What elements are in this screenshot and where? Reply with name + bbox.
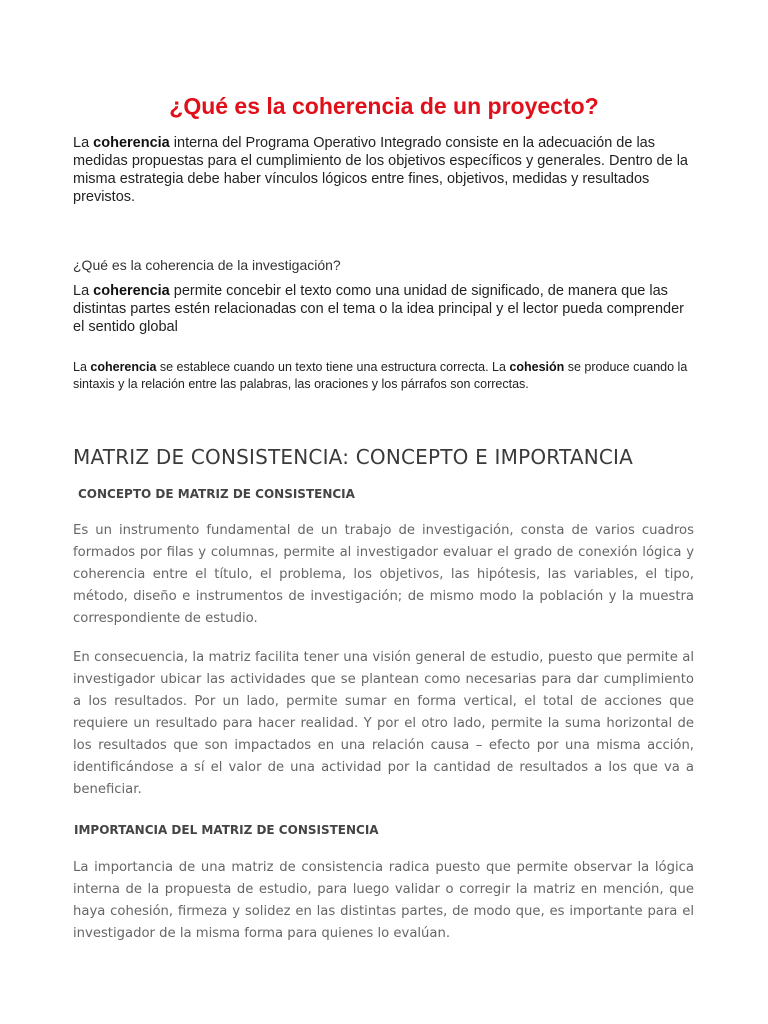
cohesion-bold-1: coherencia (90, 360, 157, 374)
concept-heading: CONCEPTO DE MATRIZ DE CONSISTENCIA (78, 487, 355, 501)
intro-bold: coherencia (93, 135, 170, 151)
importance-paragraph: La importancia de una matriz de consistencia radica puesto que permite observar la lógica interna de la propuesta de estudio, para luego validar o corregir la matriz en mención, que haya cohesión, firmeza y solidez en las distintas partes, de modo que, es importante para el investigador de la misma forma para quienes lo evalúan. (73, 860, 694, 941)
intro-paragraph (73, 134, 698, 206)
intro-rest: interna del Programa Operativo Integrado consiste en la adecuación de las medidas propuestas para el cumplimiento de los objetivos específicos y generales. Dentro de la misma estrategia debe haber vínculos lógicos entre fines, objetivos, medidas y resultados previstos. (73, 135, 688, 205)
concept-paragraph-2: En consecuencia, la matriz facilita tener una visión general de estudio, puesto que permite al investigador ubicar las actividades que se plantean como necesarias para dar cumplimiento a los resultados. Por un lado, permite sumar en forma vertical, el total de acciones que requiere un resultado para hacer realidad. Y por el otro lado, permite la suma horizontal de los resultados que son impactados en una relación causa – efecto por una misma acción, identificándose a sí el valor de una actividad por la cantidad de resultados a los que va a beneficiar. (73, 650, 694, 797)
intro-pre: La (73, 135, 94, 151)
question-line: ¿Qué es la coherencia de la investigación? (73, 257, 341, 273)
page-title: ¿Qué es la coherencia de un proyecto? (169, 93, 599, 119)
cohesion-pre: La (73, 360, 91, 374)
cohesion-mid: se establece cuando un texto tiene una estructura correcta. La (156, 360, 510, 374)
cohesion-bold-2: cohesión (509, 360, 565, 374)
answer-rest: permite concebir el texto como una unidad de significado, de manera que las distintas partes estén relacionadas con el tema o la idea principal y el lector pueda comprender el sentido global (73, 283, 684, 335)
cohesion-paragraph (73, 359, 698, 393)
answer-paragraph (73, 282, 698, 336)
section-title: MATRIZ DE CONSISTENCIA: CONCEPTO E IMPORTANCIA (73, 445, 634, 469)
importance-heading: IMPORTANCIA DEL MATRIZ DE CONSISTENCIA (74, 823, 379, 837)
cohesion-rest: se produce cuando la sintaxis y la relación entre las palabras, las oraciones y los párrafos son correctas. (73, 360, 688, 391)
answer-bold: coherencia (93, 283, 170, 299)
answer-pre: La (73, 283, 94, 299)
concept-paragraph-1: Es un instrumento fundamental de un trabajo de investigación, consta de varios cuadros formados por filas y columnas, permite al investigador evaluar el grado de conexión lógica y coherencia entre el título, el problema, los objetivos, las hipótesis, las variables, el tipo, método, diseño e instrumentos de investigación; de mismo modo la población y la muestra correspondiente de estudio. (73, 523, 694, 626)
